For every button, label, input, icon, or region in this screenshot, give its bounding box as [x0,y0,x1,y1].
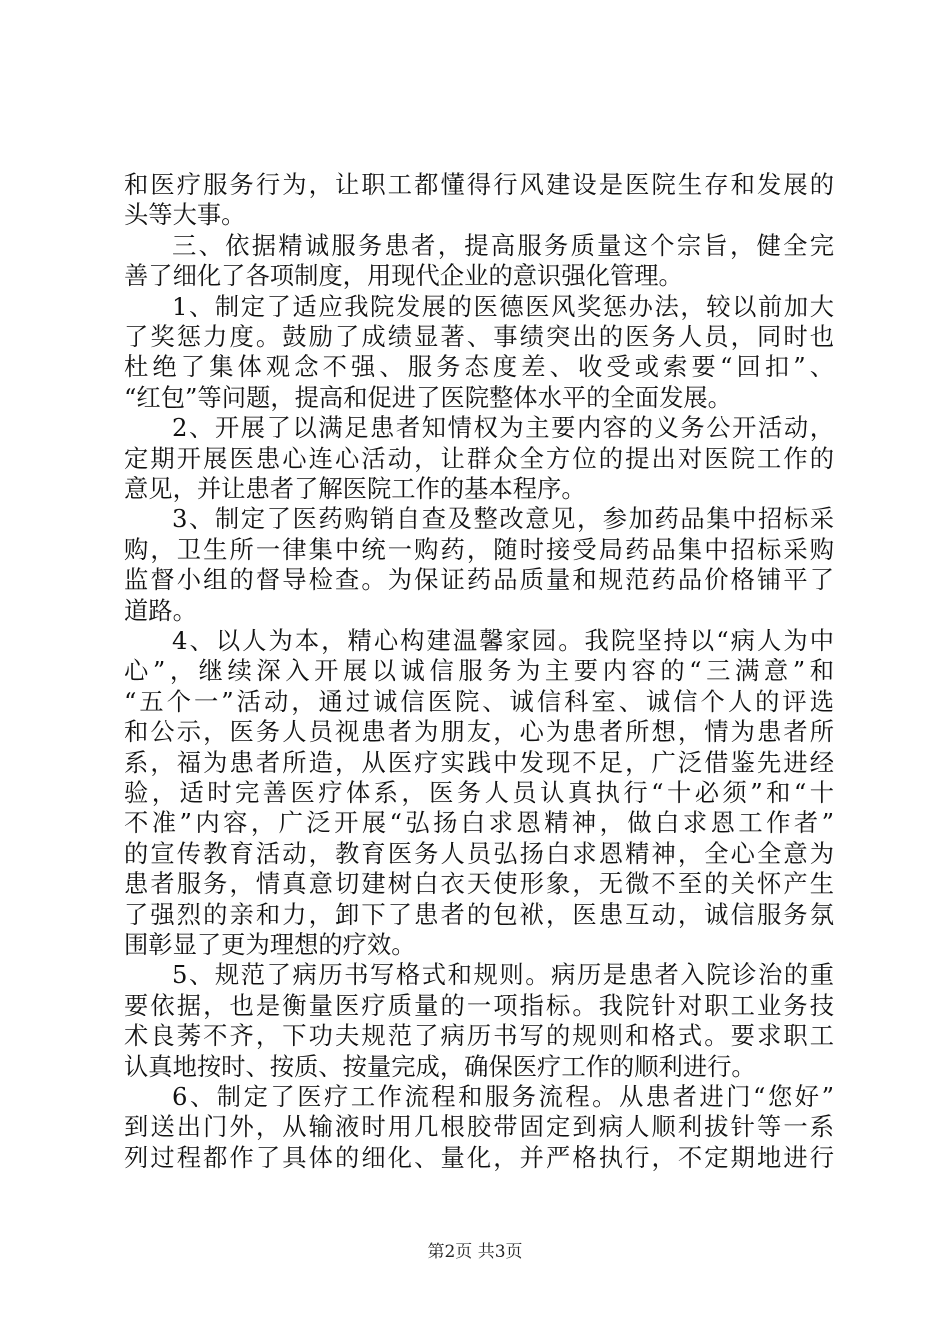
paragraph-line: 到送出门外，从输液时用几根胶带固定到病人顺利拔针等一系 [124,1112,834,1142]
paragraph-line: 三、依据精诚服务患者，提高服务质量这个宗旨，健全完 [172,230,834,260]
paragraph-line: 和公示，医务人员视患者为朋友，心为患者所想，情为患者所 [124,717,834,747]
paragraph-line: 患者服务，情真意切建树白衣天使形象，无微不至的关怀产生 [124,869,834,899]
paragraph-line: “红包”等问题，提高和促进了医院整体水平的全面发展。 [124,382,732,412]
paragraph-line: 2、开展了以满足患者知情权为主要内容的义务公开活动， [172,413,834,443]
paragraph-line: 5、规范了病历书写格式和规则。病历是患者入院诊治的重 [172,960,834,990]
paragraph-line: 要依据，也是衡量医疗质量的一项指标。我院针对职工业务技 [124,990,834,1020]
paragraph-line: 3、制定了医药购销自查及整改意见，参加药品集中招标采 [172,504,834,534]
paragraph-line: 杜绝了集体观念不强、服务态度差、收受或索要“回扣”、 [124,352,834,382]
paragraph-line: 监督小组的督导检查。为保证药品质量和规范药品价格铺平了 [124,565,834,595]
paragraph-line: 列过程都作了具体的细化、量化，并严格执行，不定期地进行 [124,1142,834,1172]
paragraph-line: 善了细化了各项制度，用现代企业的意识强化管理。 [124,261,683,291]
paragraph-line: 了奖惩力度。鼓励了成绩显著、事绩突出的医务人员，同时也 [124,322,834,351]
paragraph-line: 和医疗服务行为，让职工都懂得行风建设是医院生存和发展的 [124,170,834,199]
paragraph-line: 了强烈的亲和力，卸下了患者的包袱，医患互动，诚信服务氛 [124,899,834,929]
paragraph-line: 购，卫生所一律集中统一购药，随时接受局药品集中招标采购 [124,534,834,564]
paragraph-line: 系，福为患者所造，从医疗实践中发现不足，广泛借鉴先进经 [124,747,834,777]
paragraph-line: 不准”内容，广泛开展“弘扬白求恩精神，做白求恩工作者” [124,808,834,838]
paragraph-line: 的宣传教育活动，教育医务人员弘扬白求恩精神，全心全意为 [124,838,834,868]
paragraph-line: 4、以人为本，精心构建温馨家园。我院坚持以“病人为中 [172,626,834,655]
page-footer: 第2页 共3页 [427,1242,523,1262]
paragraph-line: 术良莠不齐，下功夫规范了病历书写的规则和格式。要求职工 [124,1021,834,1051]
paragraph-line: 定期开展医患心连心活动，让群众全方位的提出对医院工作的 [124,443,834,473]
paragraph-line: 围彰显了更为理想的疗效。 [124,930,416,959]
paragraph-line: 道路。 [124,595,197,625]
paragraph-line: 1、制定了适应我院发展的医德医风奖惩办法，较以前加大 [172,291,834,321]
paragraph-line: 心”，继续深入开展以诚信服务为主要内容的“三满意”和 [124,656,834,686]
paragraph-line: 6、制定了医疗工作流程和服务流程。从患者进门“您好” [172,1082,834,1111]
paragraph-line: 认真地按时、按质、按量完成，确保医疗工作的顺利进行。 [124,1051,756,1081]
paragraph-line: 意见，并让患者了解医院工作的基本程序。 [124,474,586,503]
paragraph-line: 验，适时完善医疗体系，医务人员认真执行“十必须”和“十 [124,778,834,807]
paragraph-line: “五个一”活动，通过诚信医院、诚信科室、诚信个人的评选 [124,686,834,716]
paragraph-line: 头等大事。 [124,200,246,230]
